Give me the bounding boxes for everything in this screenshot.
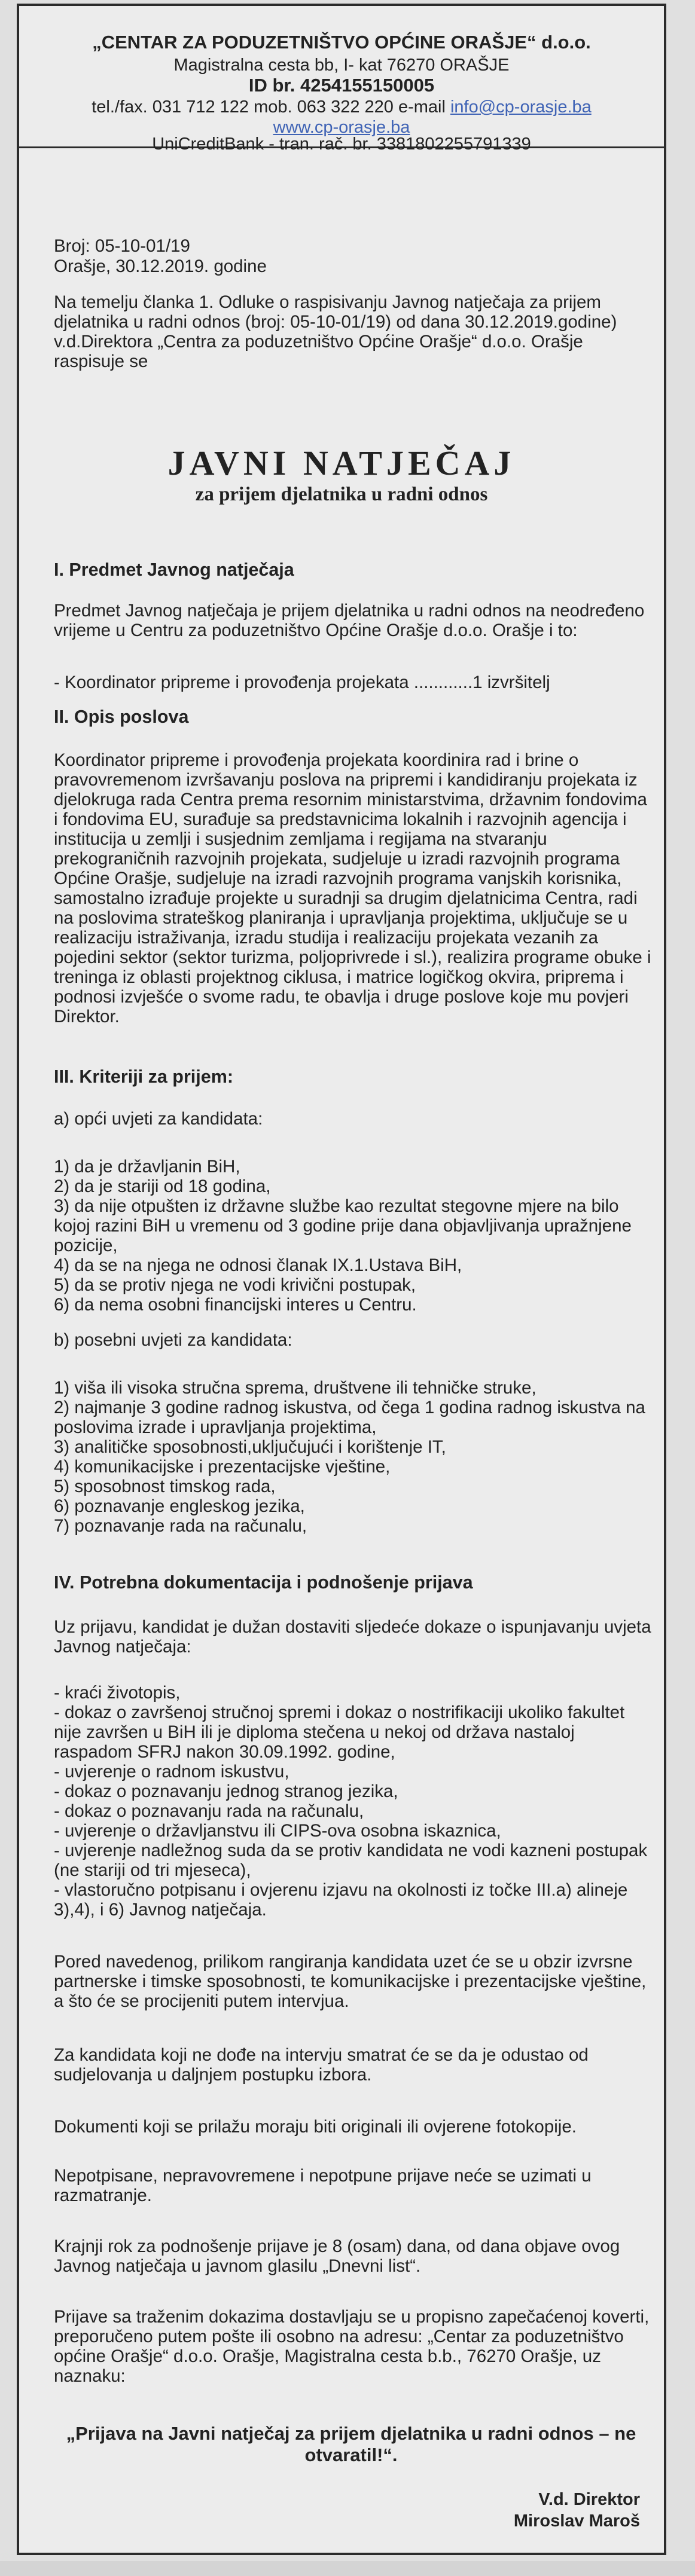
email-link[interactable]: info@cp-orasje.ba [450, 97, 592, 117]
company-address: Magistralna cesta bb, I- kat 76270 ORAŠJE [173, 56, 510, 75]
signature-name: Miroslav Maroš [513, 2511, 640, 2531]
closing-note: „Prijava na Javni natječaj za prijem djelatnika u radni odnos – ne otvaratil!“. [66, 2423, 636, 2465]
paragraph-incomplete: Nepotpisane, nepravovremene i nepotpune prijave neće se uzimati u razmatranje. [54, 2166, 592, 2205]
newsprint-edge [0, 2561, 695, 2576]
notice-title: JAVNI NATJEČAJ [167, 444, 516, 482]
signature-role: V.d. Direktor [538, 2490, 640, 2509]
doc-date: Orašje, 30.12.2019. godine [54, 256, 267, 276]
section-4-title: IV. Potrebna dokumentacija i podnošenje prijava [54, 1572, 473, 1593]
paragraph-delivery: Prijave sa traženim dokazima dostavljaju se u propisno zapečaćenoj koverti, preporučeno putem pošte ili osobno na adresu: „Centar za poduzetništvo općine Orašje“ d.o.o. Orašje, Magistralna cesta b.b., 76270 Orašje, uz naznaku: [54, 2307, 650, 2386]
paragraph-deadline: Krajnji rok za podnošenje prijave je 8 (osam) dana, od dana objave ovog Javnog natječaja u javnom glasilu „Dnevni list“. [54, 2236, 620, 2276]
section-3-title: III. Kriteriji za prijem: [54, 1067, 233, 1087]
public-notice-frame [17, 4, 666, 2555]
company-contacts [19, 97, 664, 117]
section-2-text: Koordinator pripreme i provođenja projekata koordinira rad i brine o pravovremenom izvršavanju poslova na pripremi i kandidiranju projekata iz djelokruga rada Centra prema resornim ministarstvima, državnim fondovima i fondovima EU, surađuje sa predstavnicima lokalnih i razvojnih agencija i institucija u zemlji i susjednim zemljama i regijama na stvaranju prekograničnih razvojnih projekata, sudjeluje u izradi razvojnih programa Općine Orašje, sudjeluje na izradi razvojnih programa vanjskih korisnika, samostalno izrađuje projekte u suradnji sa drugim djelatnicima Centra, radi na poslovima strateškog planiranja i upravljanja projektima, uključuje se u realizaciju istraživanja, izradu studija i realizaciju projekata vezanih za pojedini sektor (sektor turizma, poljoprivrede i sl.), realizira programe obuke i treninga iz oblasti projektnog ciklusa, i matrice logičkog okvira, priprema i podnosi izvješće o svome radu, te obavlja i druge poslove koje mu povjeri Direktor. [54, 750, 651, 1026]
section-1-title: I. Predmet Javnog natječaja [54, 560, 294, 580]
section-1-position: - Koordinator pripreme i provođenja projekata ............1 izvršitelj [54, 673, 550, 692]
section-3b-list: 1) viša ili visoka stručna sprema, društvene ili tehničke struke, 2) najmanje 3 godine radnog iskustva, od čega 1 godina radnog iskustva na poslovima izrade i upravljanja projektima, 3) analitičke sposobnosti,uključujući i korištenje IT, 4) komunikacijske i prezentacijske vještine, 5) sposobnost timskog rada, 6) poznavanje engleskog jezika, 7) poznavanje rada na računalu, [54, 1378, 645, 1536]
section-3a-list: 1) da je državljanin BiH, 2) da je stariji od 18 godina, 3) da nije otpušten iz državne službe kao rezultat stegovne mjere na bilo kojoj razini BiH u vremenu od 3 godine prije dana objavljivanja upražnjene pozicije, 4) da se na njega ne odnosi članak IX.1.Ustava BiH, 5) da se protiv njega ne vodi krivični postupak, 6) da nema osobni financijski interes u Centru. [54, 1157, 632, 1315]
doc-number: Broj: 05-10-01/19 [54, 236, 190, 256]
section-1-text: Predmet Javnog natječaja je prijem djelatnika u radni odnos na neodređeno vrijeme u Centru za poduzetništvo Općine Orašje d.o.o. Orašje i to: [54, 601, 645, 640]
phone-text: tel./fax. 031 712 122 mob. 063 322 220 e-mail [92, 97, 450, 117]
section-3b-title: b) posebni uvjeti za kandidata: [54, 1330, 292, 1350]
bank-account: UniCreditBank - tran. rač. br. 3381802255791339 [152, 135, 531, 154]
section-4-list: - kraći životopis, - dokaz o završenoj stručnoj spremi i dokaz o nostrifikaciji ukoliko fakultet nije završen u BiH ili je diploma stečena u nekoj od država nastaloj raspadom SFRJ nakon 30.09.1992. godine, - uvjerenje o radnom iskustvu, - dokaz o poznavanju jednog stranog jezika, - dokaz o poznavanju rada na računalu, - uvjerenje o državljanstvu ili CIPS-ova osobna iskaznica, - uvjerenje nadležnog suda da se protiv kandidata ne vodi kazneni postupak (ne stariji od tri mjeseca), - vlastoručno potpisanu i ovjerenu izjavu na okolnosti iz točke III.a) alineje 3),4), i 6) Javnog natječaja. [54, 1683, 648, 1920]
intro-text: Na temelju članka 1. Odluke o raspisivanju Javnog natječaja za prijem djelatnika u radni odnos (broj: 05-10-01/19) od dana 30.12.2019.godine) v.d.Direktora „Centra za poduzetništvo Općine Orašje“ d.o.o. Orašje raspisuje se [54, 292, 617, 371]
paragraph-interview: Pored navedenog, prilikom rangiranja kandidata uzet će se u obzir izvrsne partnerske i timske sposobnosti, te komunikacijske i prezentacijske vještine, a što će se procijeniti putem intervjua. [54, 1952, 647, 2011]
notice-subtitle: za prijem djelatnika u radni odnos [195, 484, 488, 505]
company-header [19, 6, 664, 154]
paragraph-documents: Dokumenti koji se prilažu moraju biti originali ili ovjerene fotokopije. [54, 2117, 577, 2137]
company-name: „CENTAR ZA PODUZETNIŠTVO OPĆINE ORAŠJE“ d.o.o. [92, 32, 591, 53]
company-id: ID br. 4254155150005 [248, 75, 435, 96]
paragraph-no-show: Za kandidata koji ne dođe na intervju smatrat će se da je odustao od sudjelovanja u daljnjem postupku izbora. [54, 2045, 589, 2085]
section-4-text: Uz prijavu, kandidat je dužan dostaviti sljedeće dokaze o ispunjavanju uvjeta Javnog natječaja: [54, 1617, 651, 1657]
section-2-title: II. Opis poslova [54, 707, 189, 727]
section-3a-title: a) opći uvjeti za kandidata: [54, 1109, 263, 1129]
website-text[interactable]: www.cp-orasje.ba [273, 118, 410, 137]
